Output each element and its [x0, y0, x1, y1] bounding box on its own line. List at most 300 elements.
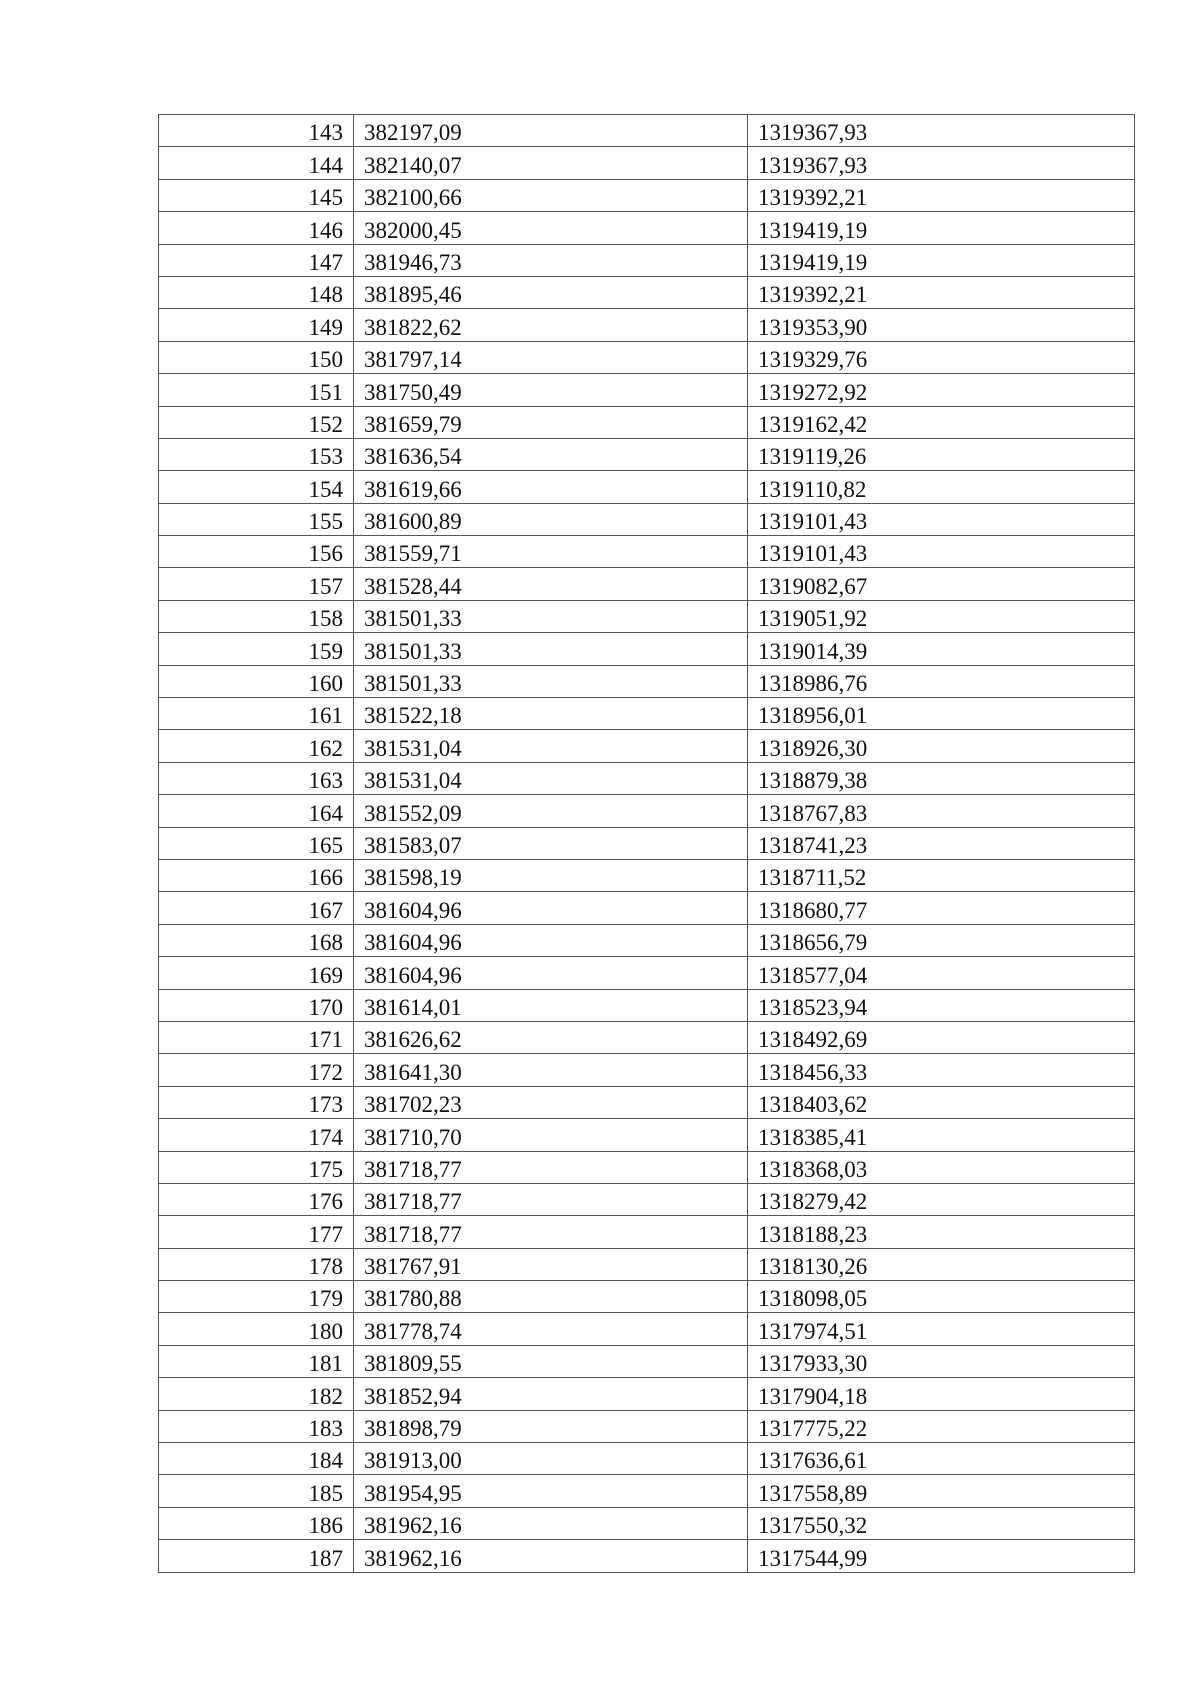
table-row — [159, 1443, 1135, 1475]
point-number-cell — [159, 503, 354, 535]
cell-text: 170 — [308, 994, 343, 1020]
cell-text: 1319329,76 — [758, 347, 868, 373]
x-coordinate-cell — [354, 115, 748, 147]
cell-text: 381531,04 — [364, 768, 462, 794]
x-coordinate-cell — [354, 1021, 748, 1053]
point-number-cell — [159, 1345, 354, 1377]
y-coordinate-cell — [748, 1151, 1135, 1183]
point-number-cell — [159, 1475, 354, 1507]
x-coordinate-cell — [354, 1183, 748, 1215]
cell-text: 186 — [308, 1513, 343, 1539]
y-coordinate-cell — [748, 795, 1135, 827]
y-coordinate-cell — [748, 1281, 1135, 1313]
x-coordinate-cell — [354, 503, 748, 535]
cell-text: 1319353,90 — [758, 314, 868, 340]
point-number-cell — [159, 698, 354, 730]
y-coordinate-cell — [748, 1410, 1135, 1442]
cell-text: 381522,18 — [364, 703, 462, 729]
cell-text: 1317904,18 — [758, 1383, 868, 1409]
cell-text: 381636,54 — [364, 444, 462, 470]
point-number-cell — [159, 309, 354, 341]
point-number-cell — [159, 374, 354, 406]
cell-text: 149 — [308, 314, 343, 340]
cell-text: 381954,95 — [364, 1480, 462, 1506]
cell-text: 382000,45 — [364, 217, 462, 243]
y-coordinate-cell — [748, 503, 1135, 535]
point-number-cell — [159, 1443, 354, 1475]
table-row — [159, 665, 1135, 697]
table-row — [159, 989, 1135, 1021]
x-coordinate-cell — [354, 568, 748, 600]
x-coordinate-cell — [354, 1475, 748, 1507]
cell-text: 1319119,26 — [758, 444, 867, 470]
table-row — [159, 1410, 1135, 1442]
cell-text: 1318767,83 — [758, 800, 868, 826]
y-coordinate-cell — [748, 633, 1135, 665]
cell-text: 180 — [308, 1318, 343, 1344]
cell-text: 381962,16 — [364, 1513, 462, 1539]
y-coordinate-cell — [748, 957, 1135, 989]
cell-text: 158 — [308, 606, 343, 632]
y-coordinate-cell — [748, 1021, 1135, 1053]
y-coordinate-cell — [748, 244, 1135, 276]
cell-text: 1319162,42 — [758, 411, 868, 437]
cell-text: 381946,73 — [364, 249, 462, 275]
cell-text: 165 — [308, 832, 343, 858]
cell-text: 1318098,05 — [758, 1286, 868, 1312]
cell-text: 151 — [308, 379, 343, 405]
x-coordinate-cell — [354, 341, 748, 373]
x-coordinate-cell — [354, 1507, 748, 1539]
point-number-cell — [159, 115, 354, 147]
x-coordinate-cell — [354, 859, 748, 891]
cell-text: 1319367,93 — [758, 120, 868, 146]
cell-text: 381600,89 — [364, 509, 462, 535]
x-coordinate-cell — [354, 244, 748, 276]
table-row — [159, 1054, 1135, 1086]
cell-text: 1319014,39 — [758, 638, 868, 664]
table-row — [159, 179, 1135, 211]
table-row — [159, 957, 1135, 989]
cell-text: 172 — [308, 1059, 343, 1085]
cell-text: 381710,70 — [364, 1124, 462, 1150]
table-row — [159, 1021, 1135, 1053]
x-coordinate-cell — [354, 892, 748, 924]
cell-text: 176 — [308, 1189, 343, 1215]
cell-text: 381822,62 — [364, 314, 462, 340]
cell-text: 178 — [308, 1254, 343, 1280]
cell-text: 1319051,92 — [758, 606, 868, 632]
y-coordinate-cell — [748, 1248, 1135, 1280]
cell-text: 1318680,77 — [758, 897, 868, 923]
y-coordinate-cell — [748, 892, 1135, 924]
cell-text: 1317544,99 — [758, 1545, 868, 1571]
x-coordinate-cell — [354, 698, 748, 730]
cell-text: 154 — [308, 476, 343, 502]
cell-text: 1319419,19 — [758, 217, 868, 243]
cell-text: 381702,23 — [364, 1092, 462, 1118]
x-coordinate-cell — [354, 212, 748, 244]
cell-text: 381718,77 — [364, 1156, 462, 1182]
y-coordinate-cell — [748, 1054, 1135, 1086]
cell-text: 381962,16 — [364, 1545, 462, 1571]
cell-text: 1318986,76 — [758, 671, 868, 697]
table-row — [159, 698, 1135, 730]
cell-text: 174 — [308, 1124, 343, 1150]
cell-text: 1318279,42 — [758, 1189, 868, 1215]
cell-text: 381604,96 — [364, 897, 462, 923]
cell-text: 166 — [308, 865, 343, 891]
x-coordinate-cell — [354, 438, 748, 470]
table-row — [159, 1183, 1135, 1215]
cell-text: 381641,30 — [364, 1059, 462, 1085]
cell-text: 175 — [308, 1156, 343, 1182]
y-coordinate-cell — [748, 762, 1135, 794]
cell-text: 381659,79 — [364, 411, 462, 437]
point-number-cell — [159, 827, 354, 859]
x-coordinate-cell — [354, 957, 748, 989]
y-coordinate-cell — [748, 859, 1135, 891]
table-row — [159, 147, 1135, 179]
x-coordinate-cell — [354, 665, 748, 697]
point-number-cell — [159, 1540, 354, 1572]
cell-text: 155 — [308, 509, 343, 535]
point-number-cell — [159, 341, 354, 373]
cell-text: 381778,74 — [364, 1318, 462, 1344]
cell-text: 184 — [308, 1448, 343, 1474]
cell-text: 150 — [308, 347, 343, 373]
cell-text: 173 — [308, 1092, 343, 1118]
cell-text: 381750,49 — [364, 379, 462, 405]
cell-text: 167 — [308, 897, 343, 923]
point-number-cell — [159, 600, 354, 632]
x-coordinate-cell — [354, 276, 748, 308]
cell-text: 171 — [308, 1027, 343, 1053]
table-row — [159, 1151, 1135, 1183]
table-row — [159, 924, 1135, 956]
y-coordinate-cell — [748, 568, 1135, 600]
y-coordinate-cell — [748, 1345, 1135, 1377]
y-coordinate-cell — [748, 1183, 1135, 1215]
coordinates-table-body — [159, 115, 1135, 1573]
cell-text: 161 — [308, 703, 343, 729]
y-coordinate-cell — [748, 341, 1135, 373]
cell-text: 1318577,04 — [758, 962, 868, 988]
y-coordinate-cell — [748, 276, 1135, 308]
point-number-cell — [159, 568, 354, 600]
table-row — [159, 1216, 1135, 1248]
cell-text: 187 — [308, 1545, 343, 1571]
cell-text: 177 — [308, 1221, 343, 1247]
point-number-cell — [159, 957, 354, 989]
cell-text: 382197,09 — [364, 120, 462, 146]
cell-text: 381626,62 — [364, 1027, 462, 1053]
cell-text: 179 — [308, 1286, 343, 1312]
point-number-cell — [159, 1086, 354, 1118]
point-number-cell — [159, 1281, 354, 1313]
y-coordinate-cell — [748, 374, 1135, 406]
point-number-cell — [159, 924, 354, 956]
table-row — [159, 503, 1135, 535]
cell-text: 1318523,94 — [758, 994, 868, 1020]
y-coordinate-cell — [748, 924, 1135, 956]
table-row — [159, 212, 1135, 244]
point-number-cell — [159, 892, 354, 924]
cell-text: 1319392,21 — [758, 282, 868, 308]
cell-text: 1317933,30 — [758, 1351, 868, 1377]
point-number-cell — [159, 1151, 354, 1183]
x-coordinate-cell — [354, 1443, 748, 1475]
cell-text: 157 — [308, 573, 343, 599]
x-coordinate-cell — [354, 1540, 748, 1572]
cell-text: 381604,96 — [364, 962, 462, 988]
x-coordinate-cell — [354, 179, 748, 211]
cell-text: 1317558,89 — [758, 1480, 868, 1506]
cell-text: 381583,07 — [364, 832, 462, 858]
point-number-cell — [159, 1021, 354, 1053]
x-coordinate-cell — [354, 924, 748, 956]
cell-text: 1318879,38 — [758, 768, 868, 794]
y-coordinate-cell — [748, 600, 1135, 632]
point-number-cell — [159, 536, 354, 568]
cell-text: 381852,94 — [364, 1383, 462, 1409]
cell-text: 1317775,22 — [758, 1416, 868, 1442]
x-coordinate-cell — [354, 536, 748, 568]
table-row — [159, 536, 1135, 568]
cell-text: 164 — [308, 800, 343, 826]
x-coordinate-cell — [354, 1281, 748, 1313]
cell-text: 148 — [308, 282, 343, 308]
cell-text: 159 — [308, 638, 343, 664]
cell-text: 1319101,43 — [758, 541, 868, 567]
cell-text: 381614,01 — [364, 994, 462, 1020]
cell-text: 381898,79 — [364, 1416, 462, 1442]
cell-text: 381598,19 — [364, 865, 462, 891]
table-row — [159, 1248, 1135, 1280]
x-coordinate-cell — [354, 795, 748, 827]
cell-text: 156 — [308, 541, 343, 567]
cell-text: 381559,71 — [364, 541, 462, 567]
point-number-cell — [159, 147, 354, 179]
cell-text: 381809,55 — [364, 1351, 462, 1377]
x-coordinate-cell — [354, 471, 748, 503]
cell-text: 381780,88 — [364, 1286, 462, 1312]
x-coordinate-cell — [354, 1313, 748, 1345]
table-row — [159, 276, 1135, 308]
x-coordinate-cell — [354, 1151, 748, 1183]
cell-text: 1317636,61 — [758, 1448, 868, 1474]
y-coordinate-cell — [748, 471, 1135, 503]
cell-text: 1318456,33 — [758, 1059, 868, 1085]
cell-text: 1318188,23 — [758, 1221, 868, 1247]
cell-text: 145 — [308, 185, 343, 211]
table-row — [159, 1119, 1135, 1151]
point-number-cell — [159, 179, 354, 211]
table-row — [159, 374, 1135, 406]
point-number-cell — [159, 438, 354, 470]
y-coordinate-cell — [748, 1313, 1135, 1345]
x-coordinate-cell — [354, 1410, 748, 1442]
cell-text: 381501,33 — [364, 606, 462, 632]
y-coordinate-cell — [748, 827, 1135, 859]
cell-text: 381528,44 — [364, 573, 462, 599]
x-coordinate-cell — [354, 1378, 748, 1410]
cell-text: 185 — [308, 1480, 343, 1506]
table-row — [159, 1378, 1135, 1410]
table-row — [159, 795, 1135, 827]
cell-text: 381767,91 — [364, 1254, 462, 1280]
table-row — [159, 1540, 1135, 1572]
coordinates-table — [158, 114, 1135, 1573]
table-row — [159, 762, 1135, 794]
cell-text: 1318926,30 — [758, 735, 868, 761]
y-coordinate-cell — [748, 212, 1135, 244]
y-coordinate-cell — [748, 1119, 1135, 1151]
cell-text: 147 — [308, 249, 343, 275]
cell-text: 163 — [308, 768, 343, 794]
point-number-cell — [159, 989, 354, 1021]
cell-text: 1319392,21 — [758, 185, 868, 211]
cell-text: 381604,96 — [364, 930, 462, 956]
point-number-cell — [159, 1216, 354, 1248]
point-number-cell — [159, 633, 354, 665]
x-coordinate-cell — [354, 374, 748, 406]
point-number-cell — [159, 730, 354, 762]
x-coordinate-cell — [354, 1216, 748, 1248]
y-coordinate-cell — [748, 179, 1135, 211]
cell-text: 381501,33 — [364, 671, 462, 697]
point-number-cell — [159, 406, 354, 438]
point-number-cell — [159, 244, 354, 276]
y-coordinate-cell — [748, 1216, 1135, 1248]
cell-text: 182 — [308, 1383, 343, 1409]
cell-text: 382140,07 — [364, 152, 462, 178]
point-number-cell — [159, 795, 354, 827]
point-number-cell — [159, 471, 354, 503]
cell-text: 144 — [308, 152, 343, 178]
x-coordinate-cell — [354, 1054, 748, 1086]
cell-text: 382100,66 — [364, 185, 462, 211]
x-coordinate-cell — [354, 762, 748, 794]
cell-text: 1318656,79 — [758, 930, 868, 956]
cell-text: 143 — [308, 120, 343, 146]
cell-text: 381619,66 — [364, 476, 462, 502]
cell-text: 1318492,69 — [758, 1027, 868, 1053]
point-number-cell — [159, 276, 354, 308]
y-coordinate-cell — [748, 1475, 1135, 1507]
x-coordinate-cell — [354, 147, 748, 179]
cell-text: 1319082,67 — [758, 573, 868, 599]
cell-text: 1318130,26 — [758, 1254, 868, 1280]
x-coordinate-cell — [354, 600, 748, 632]
cell-text: 169 — [308, 962, 343, 988]
x-coordinate-cell — [354, 406, 748, 438]
x-coordinate-cell — [354, 1345, 748, 1377]
table-row — [159, 244, 1135, 276]
table-row — [159, 309, 1135, 341]
y-coordinate-cell — [748, 536, 1135, 568]
cell-text: 1317550,32 — [758, 1513, 868, 1539]
cell-text: 381501,33 — [364, 638, 462, 664]
table-row — [159, 827, 1135, 859]
point-number-cell — [159, 1410, 354, 1442]
table-row — [159, 633, 1135, 665]
cell-text: 381531,04 — [364, 735, 462, 761]
table-row — [159, 1475, 1135, 1507]
cell-text: 181 — [308, 1351, 343, 1377]
point-number-cell — [159, 1119, 354, 1151]
y-coordinate-cell — [748, 115, 1135, 147]
point-number-cell — [159, 1507, 354, 1539]
cell-text: 1318403,62 — [758, 1092, 868, 1118]
table-row — [159, 730, 1135, 762]
cell-text: 381718,77 — [364, 1189, 462, 1215]
table-row — [159, 1345, 1135, 1377]
cell-text: 160 — [308, 671, 343, 697]
cell-text: 1318385,41 — [758, 1124, 868, 1150]
point-number-cell — [159, 762, 354, 794]
table-row — [159, 1507, 1135, 1539]
y-coordinate-cell — [748, 147, 1135, 179]
table-row — [159, 1281, 1135, 1313]
cell-text: 381718,77 — [364, 1221, 462, 1247]
point-number-cell — [159, 1054, 354, 1086]
point-number-cell — [159, 212, 354, 244]
cell-text: 168 — [308, 930, 343, 956]
cell-text: 183 — [308, 1416, 343, 1442]
x-coordinate-cell — [354, 1119, 748, 1151]
table-row — [159, 406, 1135, 438]
y-coordinate-cell — [748, 406, 1135, 438]
x-coordinate-cell — [354, 827, 748, 859]
table-row — [159, 341, 1135, 373]
point-number-cell — [159, 1183, 354, 1215]
y-coordinate-cell — [748, 989, 1135, 1021]
cell-text: 1318741,23 — [758, 832, 868, 858]
cell-text: 1318711,52 — [758, 865, 867, 891]
y-coordinate-cell — [748, 1443, 1135, 1475]
y-coordinate-cell — [748, 1507, 1135, 1539]
x-coordinate-cell — [354, 1248, 748, 1280]
point-number-cell — [159, 1378, 354, 1410]
cell-text: 162 — [308, 735, 343, 761]
point-number-cell — [159, 1248, 354, 1280]
x-coordinate-cell — [354, 633, 748, 665]
cell-text: 381895,46 — [364, 282, 462, 308]
point-number-cell — [159, 665, 354, 697]
table-row — [159, 115, 1135, 147]
y-coordinate-cell — [748, 309, 1135, 341]
cell-text: 1319419,19 — [758, 249, 868, 275]
point-number-cell — [159, 1313, 354, 1345]
point-number-cell — [159, 859, 354, 891]
x-coordinate-cell — [354, 730, 748, 762]
cell-text: 1317974,51 — [758, 1318, 868, 1344]
x-coordinate-cell — [354, 309, 748, 341]
cell-text: 381913,00 — [364, 1448, 462, 1474]
cell-text: 1319367,93 — [758, 152, 868, 178]
cell-text: 1319101,43 — [758, 509, 868, 535]
cell-text: 1318956,01 — [758, 703, 868, 729]
cell-text: 381797,14 — [364, 347, 462, 373]
y-coordinate-cell — [748, 1378, 1135, 1410]
y-coordinate-cell — [748, 698, 1135, 730]
cell-text: 1319110,82 — [758, 476, 867, 502]
table-row — [159, 859, 1135, 891]
cell-text: 152 — [308, 411, 343, 437]
y-coordinate-cell — [748, 438, 1135, 470]
y-coordinate-cell — [748, 1086, 1135, 1118]
